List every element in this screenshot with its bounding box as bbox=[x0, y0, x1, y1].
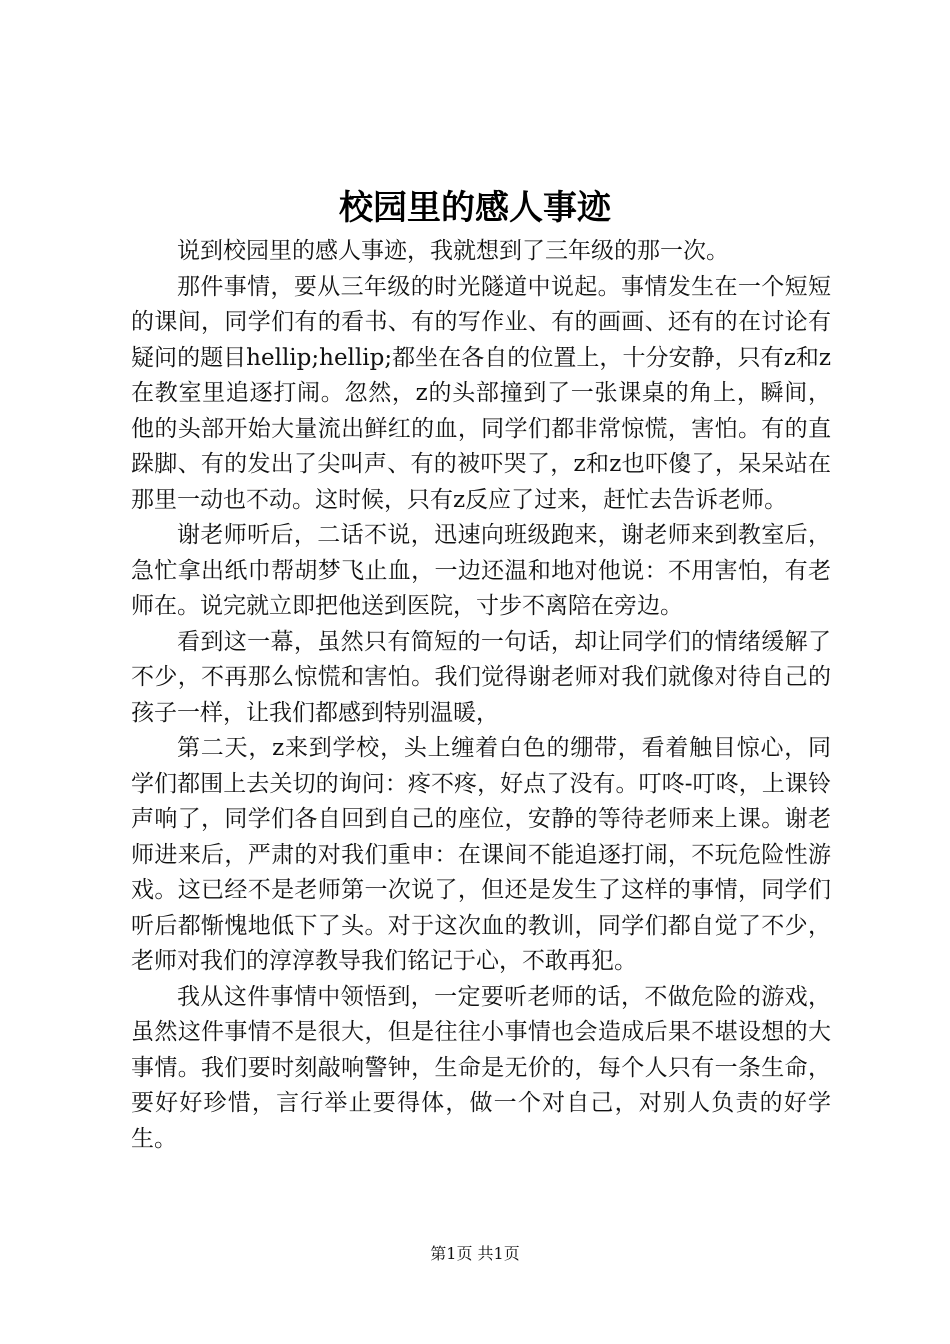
paragraph: 我从这件事情中领悟到，一定要听老师的话，不做危险的游戏，虽然这件事情不是很大，但是往往小事情也会造成后果不堪设想的大事情。我们要时刻敲响警钟，生命是无价的，每个人只有一条生命，要好好珍惜，言行举止要得体，做一个对自己，对别人负责的好学生。 bbox=[131, 983, 831, 1152]
paragraph: 那件事情，要从三年级的时光隧道中说起。事情发生在一个短短的课间，同学们有的看书、有的写作业、有的画画、还有的在讨论有疑问的题目hellip;hellip;都坐在各自的位置上，十分安静，只有z和z在教室里追逐打闹。忽然，z的头部撞到了一张课桌的角上，瞬间，他的头部开始大量流出鲜红的血，同学们都非常惊慌，害怕。有的直跺脚、有的发出了尖叫声、有的被吓哭了，z和z也吓傻了，呆呆站在那里一动也不动。这时候，只有z反应了过来，赶忙去告诉老师。 bbox=[131, 273, 831, 513]
paragraph: 谢老师听后，二话不说，迅速向班级跑来，谢老师来到教室后，急忙拿出纸巾帮胡梦飞止血，一边还温和地对他说：不用害怕，有老师在。说完就立即把他送到医院，寸步不离陪在旁边。 bbox=[131, 522, 831, 619]
paragraph: 第二天，z来到学校，头上缠着白色的绷带，看着触目惊心，同学们都围上去关切的询问：疼不疼，好点了没有。叮咚-叮咚，上课铃声响了，同学们各自回到自己的座位，安静的等待老师来上课。谢老师进来后，严肃的对我们重申：在课间不能追逐打闹，不玩危险性游戏。这已经不是老师第一次说了，但还是发生了这样的事情，同学们听后都惭愧地低下了头。对于这次血的教训，同学们都自觉了不少，老师对我们的淳淳教导我们铭记于心，不敢再犯。 bbox=[131, 735, 831, 974]
paragraph: 说到校园里的感人事迹，我就想到了三年级的那一次。 bbox=[177, 238, 729, 264]
document-title: 校园里的感人事迹 bbox=[339, 188, 611, 228]
page-footer: 第1页 共1页 bbox=[430, 1244, 520, 1263]
document-body bbox=[131, 234, 831, 1157]
paragraph: 看到这一幕，虽然只有简短的一句话，却让同学们的情绪缓解了不少，不再那么惊慌和害怕。我们觉得谢老师对我们就像对待自己的孩子一样，让我们都感到特别温暖， bbox=[131, 628, 831, 726]
